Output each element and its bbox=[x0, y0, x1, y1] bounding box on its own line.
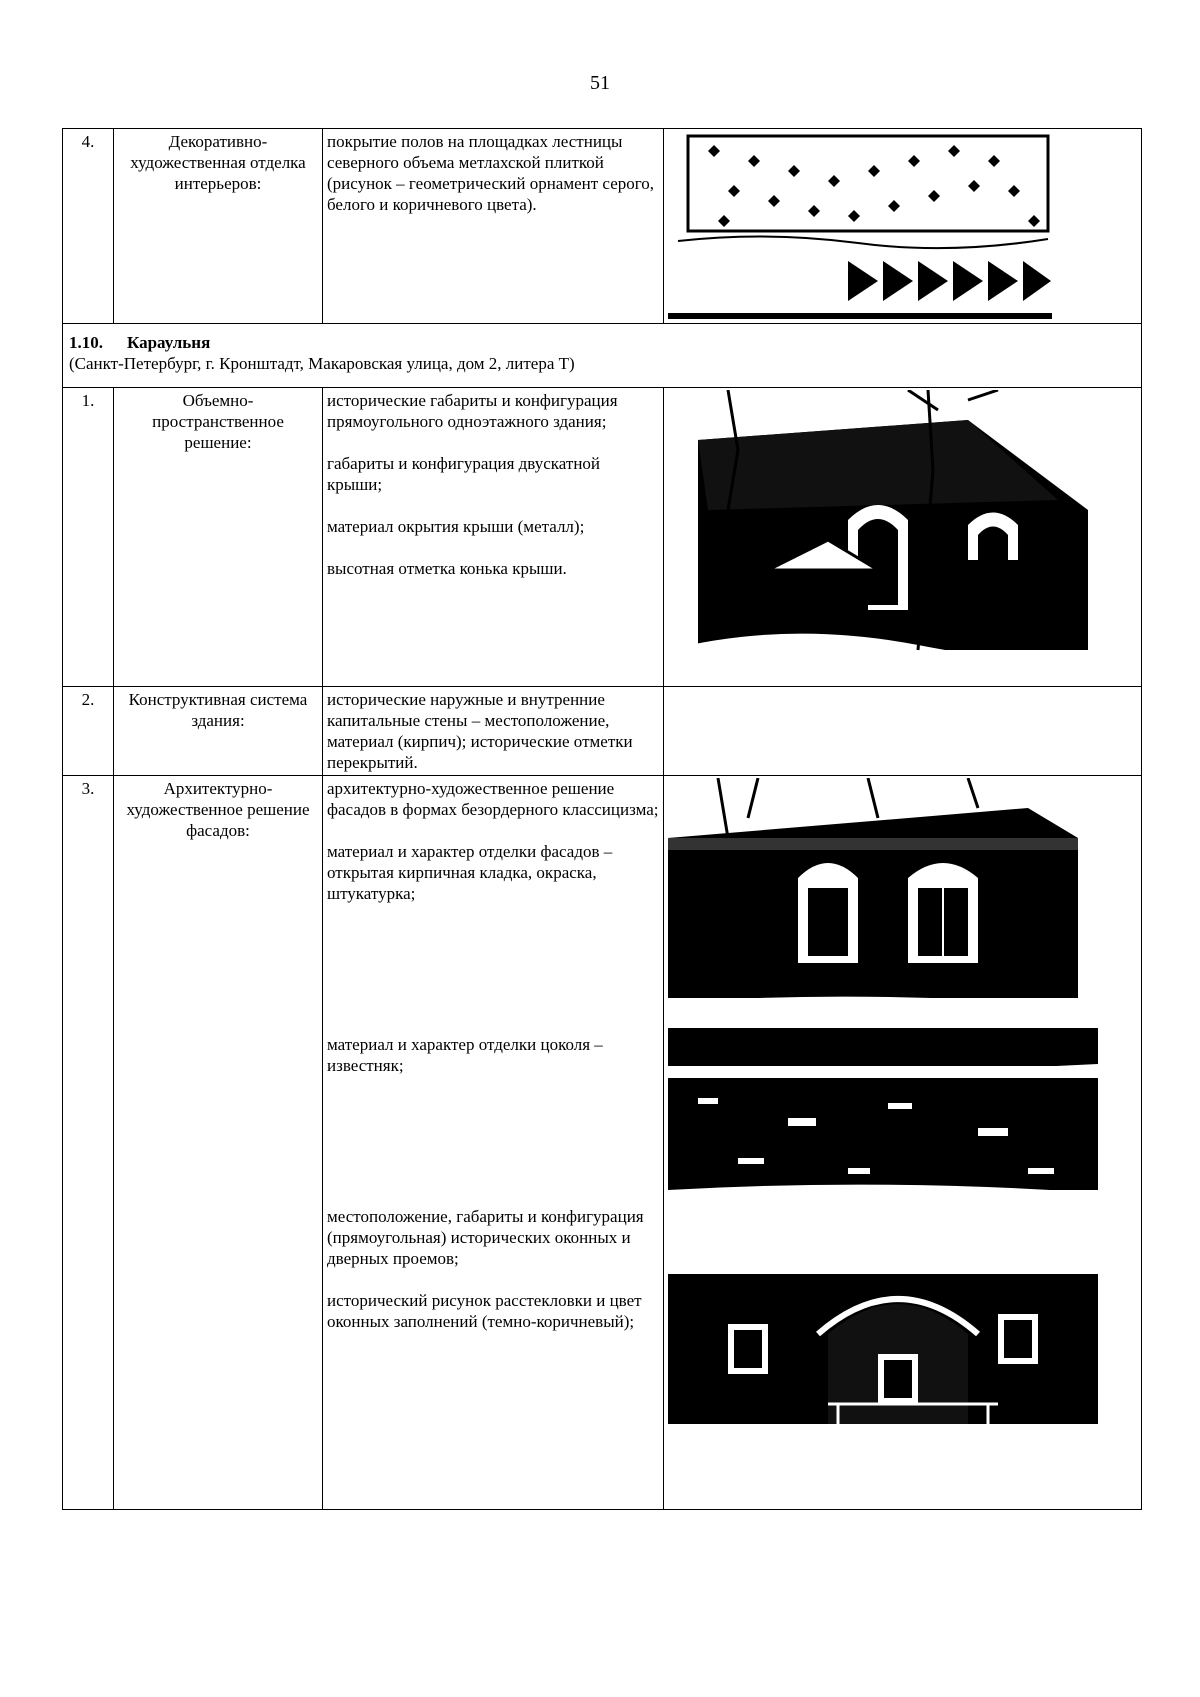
element-name: Декоративно-художественная отделка интерьеров: bbox=[114, 129, 323, 324]
element-name: Архитектурно-художественное решение фасадов: bbox=[114, 776, 323, 1510]
description-paragraph: материал окрытия крыши (металл); bbox=[327, 517, 585, 536]
entrance-photo bbox=[668, 1254, 1137, 1464]
section-header-row bbox=[63, 324, 1142, 388]
element-name: Конструктивная система здания: bbox=[114, 687, 323, 776]
section-name: Караульня bbox=[127, 333, 211, 352]
element-description bbox=[323, 129, 664, 324]
page-number: 51 bbox=[590, 72, 610, 94]
description-paragraph: материал и характер отделки фасадов – открытая кирпичная кладка, окраска, штукатурка; bbox=[327, 842, 613, 903]
guardhouse-photo bbox=[668, 390, 1137, 682]
description-paragraph: габариты и конфигурация двускатной крыши; bbox=[327, 454, 601, 494]
element-description bbox=[323, 687, 664, 776]
section-number: 1.10. bbox=[69, 333, 103, 352]
description-paragraph: исторические габариты и конфигурация прямоугольного одноэтажного здания; bbox=[327, 391, 618, 431]
section-header bbox=[63, 324, 1142, 388]
section-address: (Санкт-Петербург, г. Кронштадт, Макаровская улица, дом 2, литера Т) bbox=[69, 354, 575, 373]
element-name: Объемно-пространственное решение: bbox=[114, 388, 323, 687]
row-number: 3. bbox=[63, 776, 114, 1510]
photo-cell-empty bbox=[664, 687, 1142, 776]
description-paragraph: местоположение, габариты и конфигурация (прямоугольная) исторических оконных и дверных проемов; bbox=[327, 1207, 644, 1268]
facade-photo bbox=[668, 778, 1137, 1018]
table-row bbox=[63, 776, 1142, 1510]
floor-tile-photo bbox=[668, 131, 1137, 319]
description-paragraph: архитектурно-художественное решение фасадов в формах безордерного классицизма; bbox=[327, 779, 659, 819]
plinth-photo bbox=[668, 1028, 1137, 1214]
description-paragraph: материал и характер отделки цоколя – известняк; bbox=[327, 1035, 603, 1075]
description-paragraph: исторический рисунок расстекловки и цвет оконных заполнений (темно-коричневый); bbox=[327, 1291, 642, 1331]
photo-cell bbox=[664, 129, 1142, 324]
element-description bbox=[323, 388, 664, 687]
photo-cell bbox=[664, 776, 1142, 1510]
description-paragraph: исторические наружные и внутренние капитальные стены – местоположение, материал (кирпич); исторические отметки перекрытий. bbox=[327, 690, 633, 772]
row-number: 1. bbox=[63, 388, 114, 687]
row-number: 4. bbox=[63, 129, 114, 324]
section-title bbox=[69, 332, 1135, 353]
description-paragraph: высотная отметка конька крыши. bbox=[327, 559, 567, 578]
table-row bbox=[63, 129, 1142, 324]
row-number: 2. bbox=[63, 687, 114, 776]
element-description bbox=[323, 776, 664, 1510]
heritage-table bbox=[62, 128, 1142, 1510]
table-row bbox=[63, 388, 1142, 687]
table-row bbox=[63, 687, 1142, 776]
photo-cell bbox=[664, 388, 1142, 687]
description-paragraph: покрытие полов на площадках лестницы северного объема метлахской плиткой (рисунок – геометрический орнамент серого, белого и коричневого цвета). bbox=[327, 132, 655, 214]
